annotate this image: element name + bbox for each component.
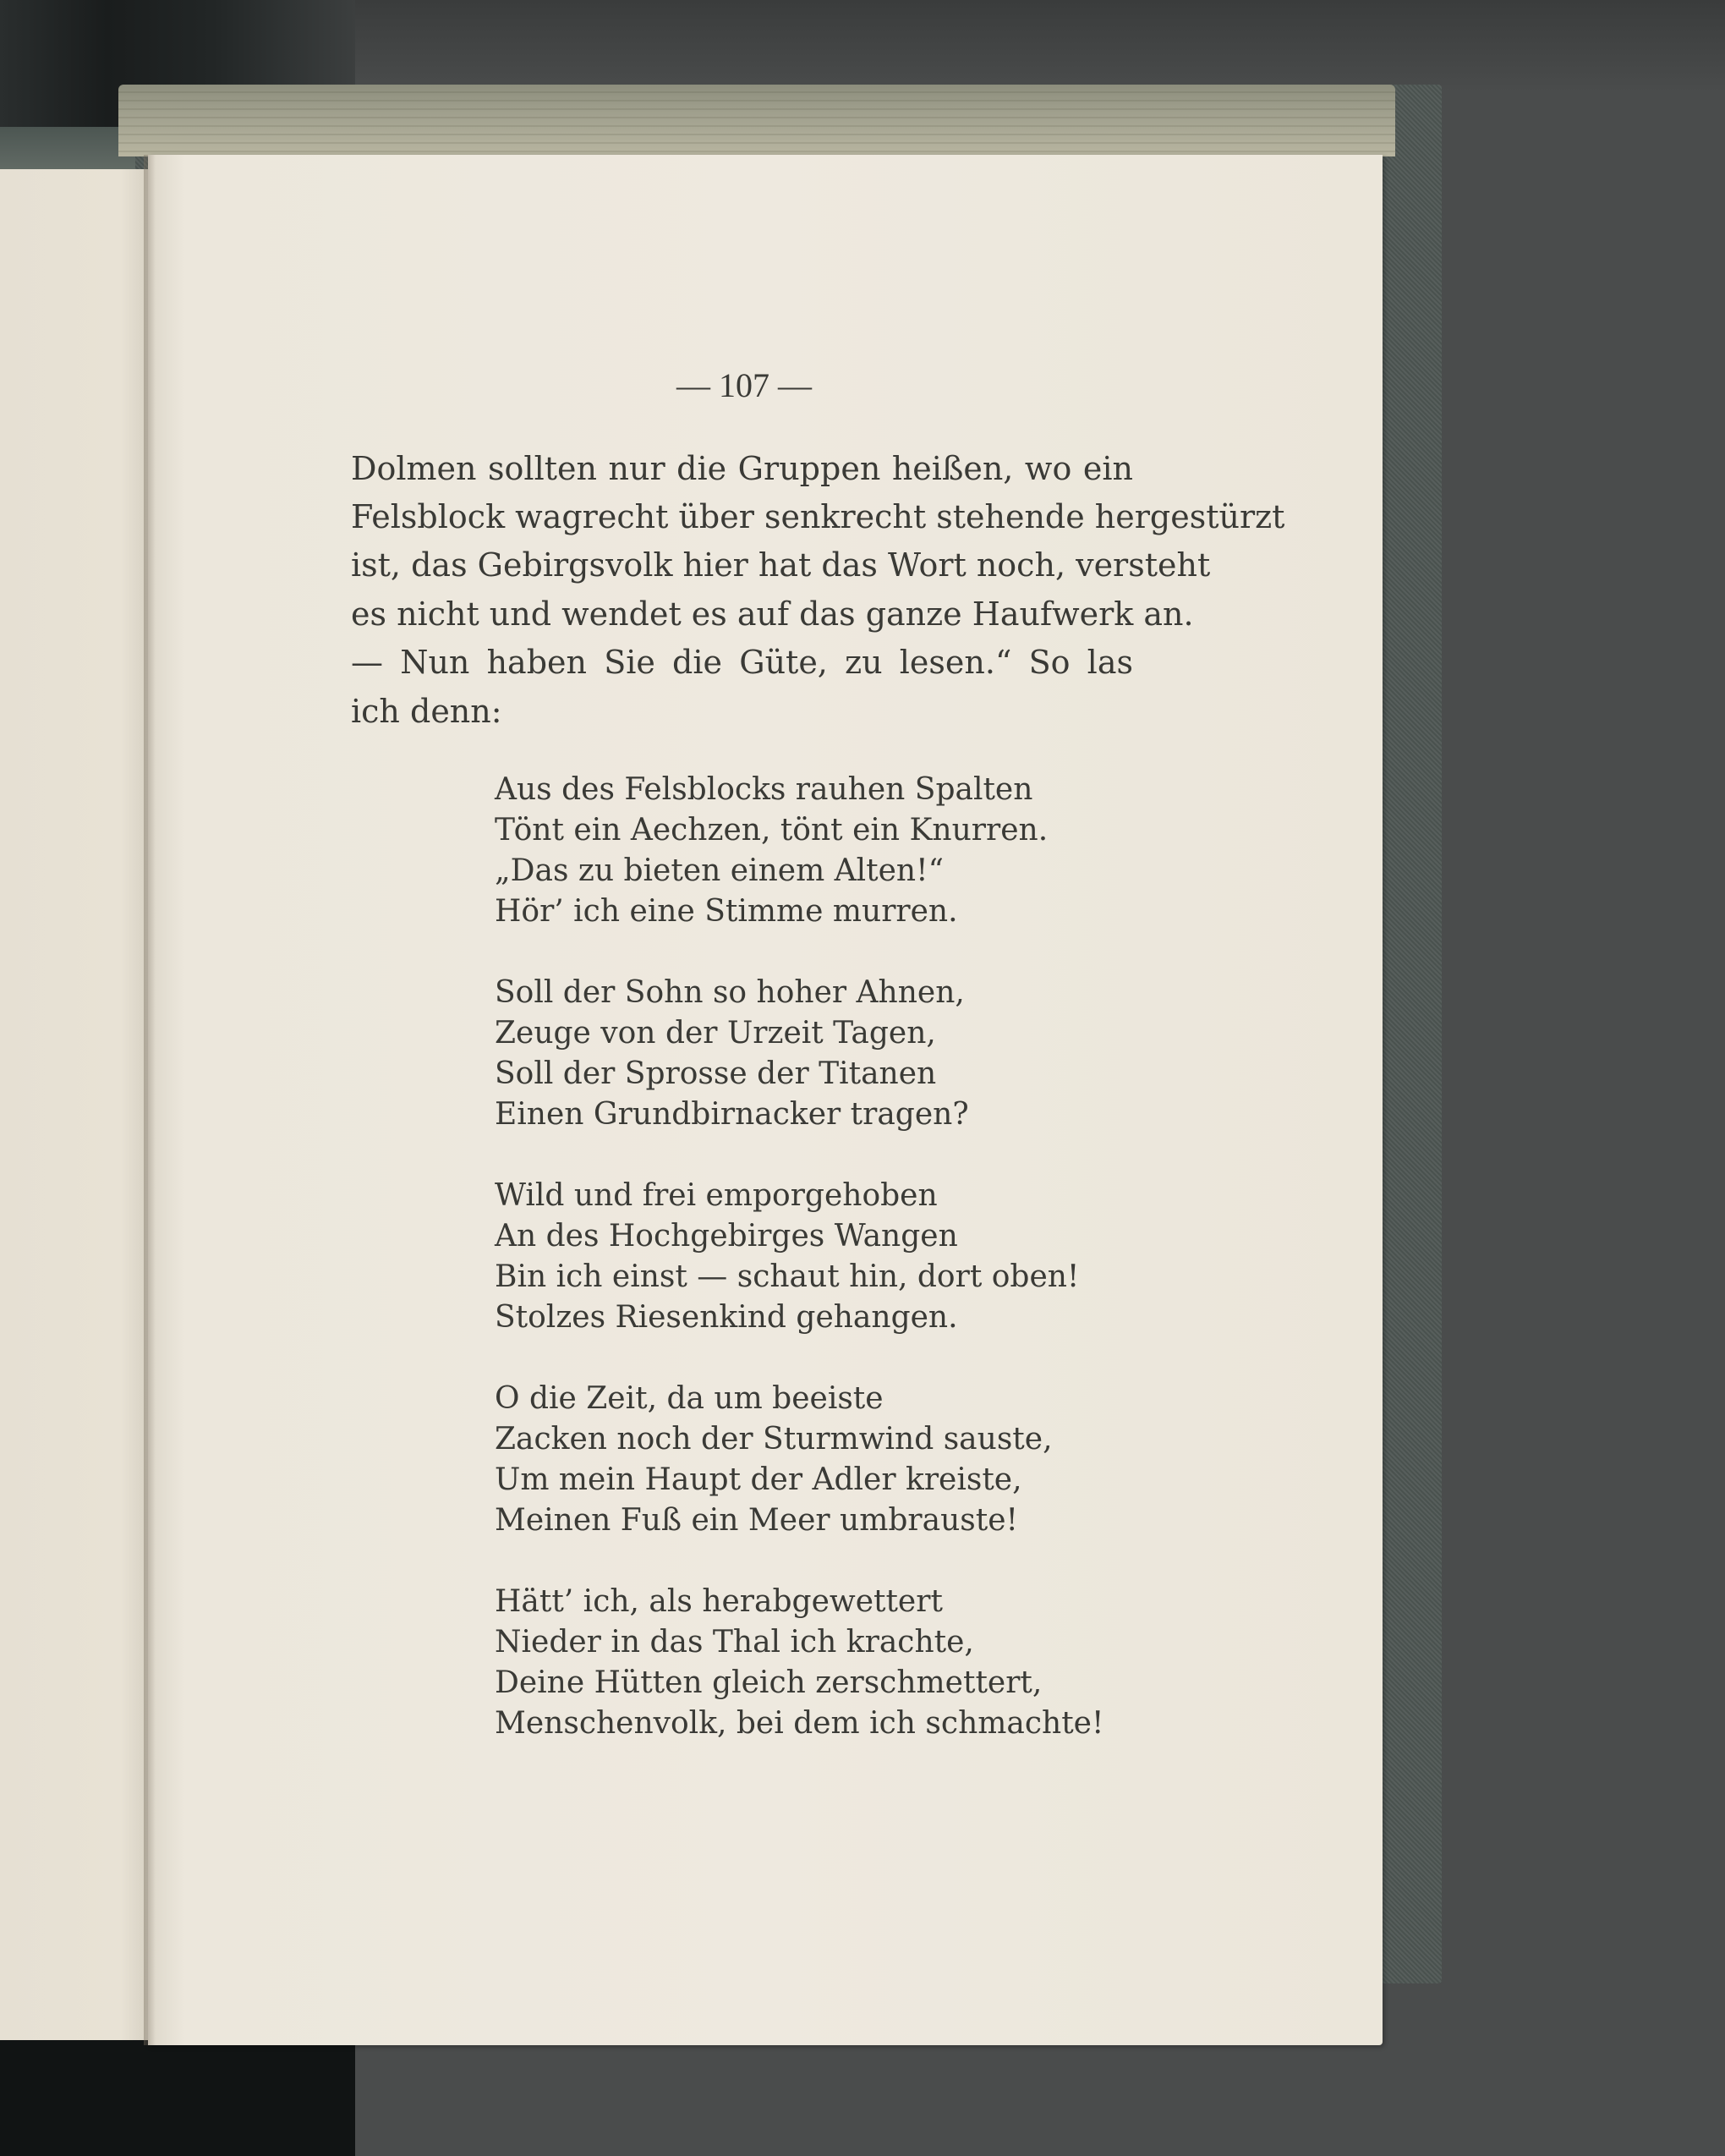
left-page <box>0 169 151 2040</box>
poem-stanza <box>495 770 1048 932</box>
spine-shadow <box>0 2040 355 2156</box>
verse-line: Menschenvolk, bei dem ich schmachte! <box>495 1706 1104 1741</box>
prose-line: Dolmen sollten nur die Gruppen heißen, wo ein <box>351 450 1133 487</box>
verse-line: Soll der Sohn so hoher Ahnen, <box>495 975 965 1010</box>
prose-line: ich denn: <box>351 693 502 730</box>
verse-line: Tönt ein Aechzen, tönt ein Knurren. <box>495 813 1049 848</box>
verse-line: Bin ich einst — schaut hin, dort oben! <box>495 1259 1080 1294</box>
poem-stanza <box>495 1176 1079 1338</box>
prose-line: Felsblock wagrecht über senkrecht stehende hergestürzt <box>351 498 1285 535</box>
verse-line: Nieder in das Thal ich krachte, <box>495 1625 974 1660</box>
verse-line: Meinen Fuß ein Meer umbrauste! <box>495 1503 1018 1538</box>
verse-line: Hör’ ich eine Stimme murren. <box>495 894 958 929</box>
verse-line: Wild und frei emporgehoben <box>495 1178 938 1213</box>
gutter-shadow <box>144 155 156 2045</box>
verse-line: Aus des Felsblocks rauhen Spalten <box>495 772 1033 807</box>
verse-line: Hätt’ ich, als herabgewettert <box>495 1584 943 1619</box>
verse-line: Zeuge von der Urzeit Tagen, <box>495 1016 936 1051</box>
verse-line: Um mein Haupt der Adler kreiste, <box>495 1462 1022 1497</box>
verse-line: Soll der Sprosse der Titanen <box>495 1056 937 1091</box>
prose-line: — Nun haben Sie die Güte, zu lesen.“ So las <box>351 644 1133 681</box>
prose-line: es nicht und wendet es auf das ganze Haufwerk an. <box>351 595 1194 633</box>
page-block-edge <box>118 85 1395 156</box>
verse-line: O die Zeit, da um beeiste <box>495 1381 884 1416</box>
poem-stanza <box>495 1379 1053 1541</box>
verse-line: Zacken noch der Sturmwind sauste, <box>495 1422 1053 1457</box>
poem-stanza <box>495 973 969 1135</box>
verse-line: Einen Grundbirnacker tragen? <box>495 1097 969 1132</box>
prose-line: ist, das Gebirgsvolk hier hat das Wort noch, versteht <box>351 546 1211 584</box>
verse-line: Deine Hütten gleich zerschmettert, <box>495 1665 1043 1700</box>
verse-line: „Das zu bieten einem Alten!“ <box>495 853 944 888</box>
poem-stanza <box>495 1582 1103 1744</box>
page-number: — 107 — <box>676 366 812 404</box>
verse-line: An des Hochgebirges Wangen <box>495 1219 958 1254</box>
verse-line: Stolzes Riesenkind gehangen. <box>495 1300 958 1335</box>
